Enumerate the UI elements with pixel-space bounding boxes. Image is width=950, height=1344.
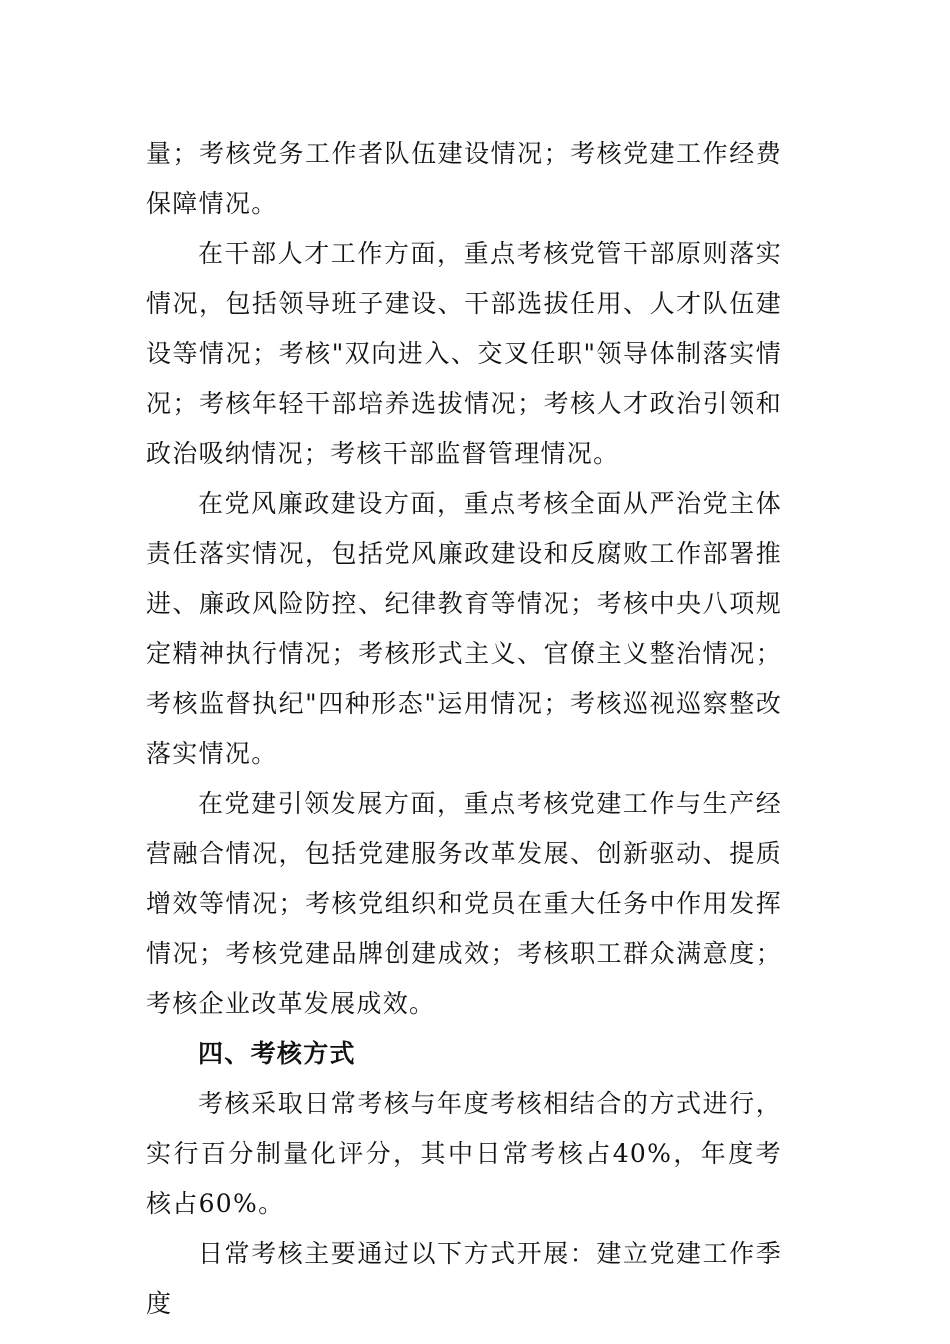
paragraph-assessment-method: 考核采取日常考核与年度考核相结合的方式进行，实行百分制量化评分，其中日常考核占40%，年度考核占60%。 <box>146 1089 782 1218</box>
paragraph-party-leading-development: 在党建引领发展方面，重点考核党建工作与生产经营融合情况，包括党建服务改革发展、创新驱动、提质增效等情况；考核党组织和党员在重大任务中作用发挥情况；考核党建品牌创建成效；考核职工群众满意度；考核企业改革发展成效。 <box>146 789 782 1018</box>
paragraph-daily-assessment: 日常考核主要通过以下方式开展：建立党建工作季度 <box>146 1239 782 1318</box>
paragraph-clean-governance: 在党风廉政建设方面，重点考核全面从严治党主体责任落实情况，包括党风廉政建设和反腐败工作部署推进、廉政风险防控、纪律教育等情况；考核中央八项规定精神执行情况；考核形式主义、官僚主义整治情况；考核监督执纪"四种形态"运用情况；考核巡视巡察整改落实情况。 <box>146 489 782 768</box>
paragraph-cadre-talent: 在干部人才工作方面，重点考核党管干部原则落实情况，包括领导班子建设、干部选拔任用、人才队伍建设等情况；考核"双向进入、交叉任职"领导体制落实情况；考核年轻干部培养选拔情况；考核人才政治引领和政治吸纳情况；考核干部监督管理情况。 <box>146 239 782 468</box>
paragraph-continued: 量；考核党务工作者队伍建设情况；考核党建工作经费保障情况。 <box>146 139 782 218</box>
section-heading: 四、考核方式 <box>198 1039 356 1068</box>
document-body <box>146 129 782 1329</box>
